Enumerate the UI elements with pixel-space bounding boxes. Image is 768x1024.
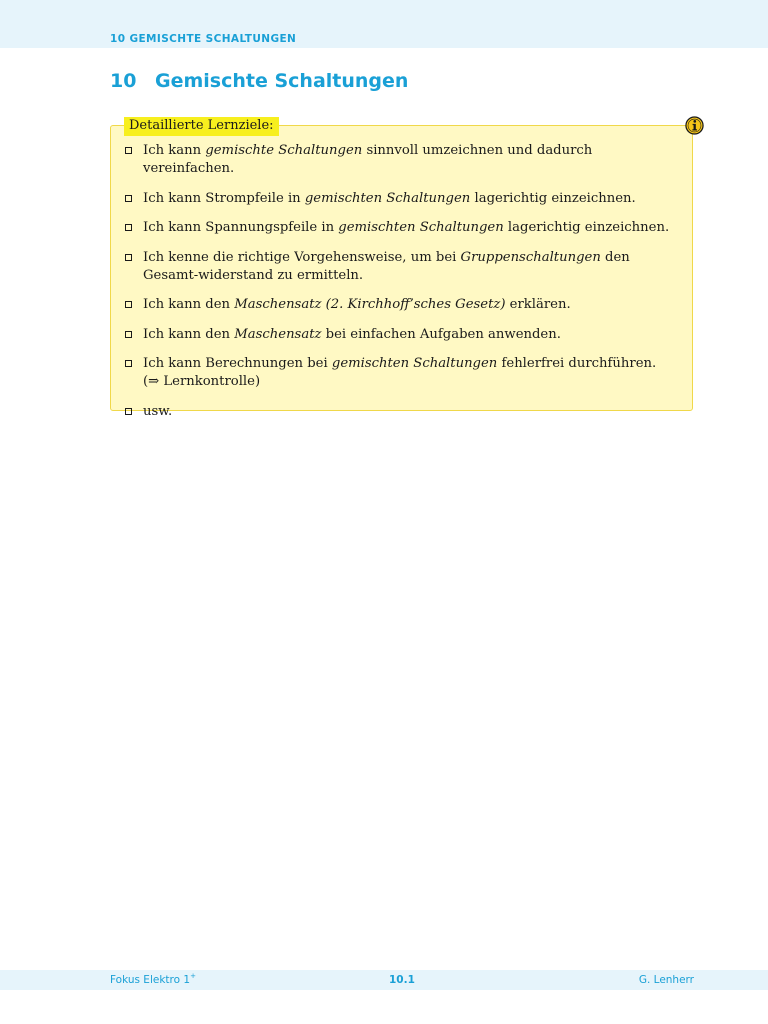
footer-book-title [110,974,196,986]
info-icon [685,116,704,135]
checkbox-icon [125,195,132,202]
running-header-title: 10 GEMISCHTE SCHALTUNGEN [110,33,297,45]
learning-goal-text [143,220,669,235]
goal-text-fragment: den Gesamt-widerstand zu ermitteln. [143,249,630,283]
footer-author: G. Lenherr [638,974,694,986]
emphasized-term: gemischten Schaltungen [338,220,504,235]
goal-text-fragment: usw. [143,403,173,419]
learning-goal-text [143,143,592,176]
footer-book-name: Fokus Elektro 1 [110,974,191,986]
learning-goal-text [143,191,636,206]
learning-goals-list [124,142,674,432]
page-footer [0,970,768,990]
emphasized-term: gemischten Schaltungen [331,356,498,371]
goal-text-fragment: lagerichtig einzeichnen. [470,190,636,206]
emphasized-term: gemischte Schaltungen [205,143,363,158]
checkbox-icon [125,360,132,367]
emphasized-term: Maschensatz [234,326,322,342]
emphasized-term: Gruppenschaltungen [460,249,601,265]
goal-text-fragment: Ich kenne die richtige Vorgehensweise, um bei [143,249,461,265]
goal-text-fragment: Ich kann Berechnungen bei [143,356,332,371]
learning-goal-item [124,403,674,421]
checkbox-icon [125,147,132,154]
chapter-title [110,70,408,92]
goal-text-fragment: fehlerfrei durchführen. (⇒ Lernkontrolle) [143,356,657,389]
footer-page-number: 10.1 [389,974,415,986]
footer-book-superscript: + [190,972,196,980]
checkbox-icon [125,224,132,231]
learning-goal-text [143,250,630,283]
learning-goal-item [124,190,674,208]
goal-text-fragment: sinnvoll umzeichnen und dadurch vereinfachen. [143,143,593,176]
emphasized-term: gemischten Schaltungen [304,190,471,206]
learning-goal-text [143,297,571,312]
learning-goal-text [143,327,561,342]
chapter-title-text: Gemischte Schaltungen [155,70,409,92]
checkbox-icon [125,301,132,308]
emphasized-term: Maschensatz (2. Kirchhoff’sches Gesetz) [234,297,506,312]
checkbox-icon [125,331,132,338]
checkbox-icon [125,408,132,415]
learning-goal-item [124,249,674,285]
chapter-number: 10 [110,70,137,92]
learning-goal-text [143,356,656,389]
learning-goal-item [124,142,674,178]
checkbox-icon [125,254,132,261]
running-header [0,0,768,48]
learning-goals-label: Detaillierte Lernziele: [124,117,279,136]
goal-text-fragment: Ich kann den [143,326,235,342]
goal-text-fragment: lagerichtig einzeichnen. [503,220,670,235]
goal-text-fragment: Ich kann [143,143,206,158]
goal-text-fragment: Ich kann Strompfeile in [143,190,305,206]
learning-goal-item [124,296,674,314]
goal-text-fragment: Ich kann den [143,297,235,312]
learning-goal-text [143,404,172,419]
learning-goal-item [124,355,674,391]
learning-goal-item [124,219,674,237]
goal-text-fragment: erklären. [505,297,571,312]
learning-goal-item [124,326,674,344]
goal-text-fragment: bei einfachen Aufgaben anwenden. [321,326,561,342]
goal-text-fragment: Ich kann Spannungspfeile in [143,220,339,235]
